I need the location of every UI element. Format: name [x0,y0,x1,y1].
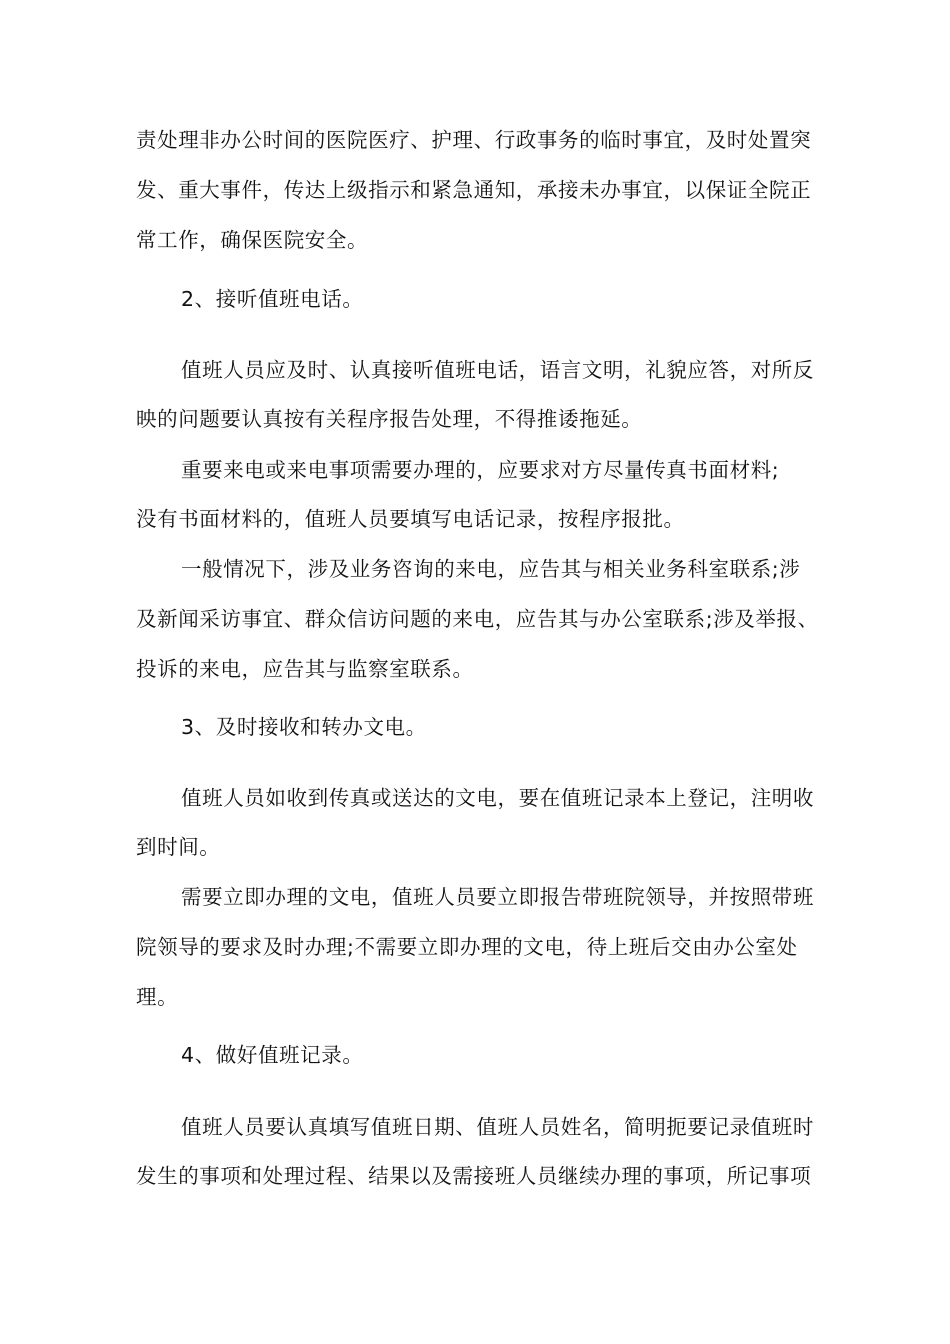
text-line: 发、重大事件，传达上级指示和紧急通知，承接未办事宜，以保证全院正 [136,178,812,202]
text-line: 一般情况下，涉及业务咨询的来电，应告其与相关业务科室联系;涉 [181,557,801,581]
section-heading: 2、接听值班电话。 [181,287,364,311]
text-line: 发生的事项和处理过程、结果以及需接班人员继续办理的事项，所记事项 [136,1164,812,1188]
text-line: 需要立即办理的文电，值班人员要立即报告带班院领导，并按照带班 [181,885,814,909]
text-line: 值班人员要认真填写值班日期、值班人员姓名，简明扼要记录值班时 [181,1115,814,1139]
text-line: 及新闻采访事宜、群众信访问题的来电，应告其与办公室联系;涉及举报、 [136,607,819,631]
text-line: 理。 [136,985,179,1009]
text-line: 映的问题要认真按有关程序报告处理，不得推诿拖延。 [136,407,643,431]
section-heading: 3、及时接收和转办文电。 [181,715,427,739]
text-line: 院领导的要求及时办理;不需要立即办理的文电，待上班后交由办公室处 [136,935,798,959]
text-line: 重要来电或来电事项需要办理的，应要求对方尽量传真书面材料; [181,458,780,482]
section-heading: 4、做好值班记录。 [181,1043,364,1067]
text-line: 到时间。 [136,835,221,859]
text-line: 责处理非办公时间的医院医疗、护理、行政事务的临时事宜，及时处置突 [136,128,812,152]
text-line: 投诉的来电，应告其与监察室联系。 [136,657,474,681]
text-line: 常工作，确保医院安全。 [136,228,369,252]
text-line: 值班人员如收到传真或送达的文电，要在值班记录本上登记，注明收 [181,786,814,810]
text-line: 没有书面材料的，值班人员要填写电话记录，按程序报批。 [136,507,685,531]
text-line: 值班人员应及时、认真接听值班电话，语言文明，礼貌应答，对所反 [181,358,814,382]
